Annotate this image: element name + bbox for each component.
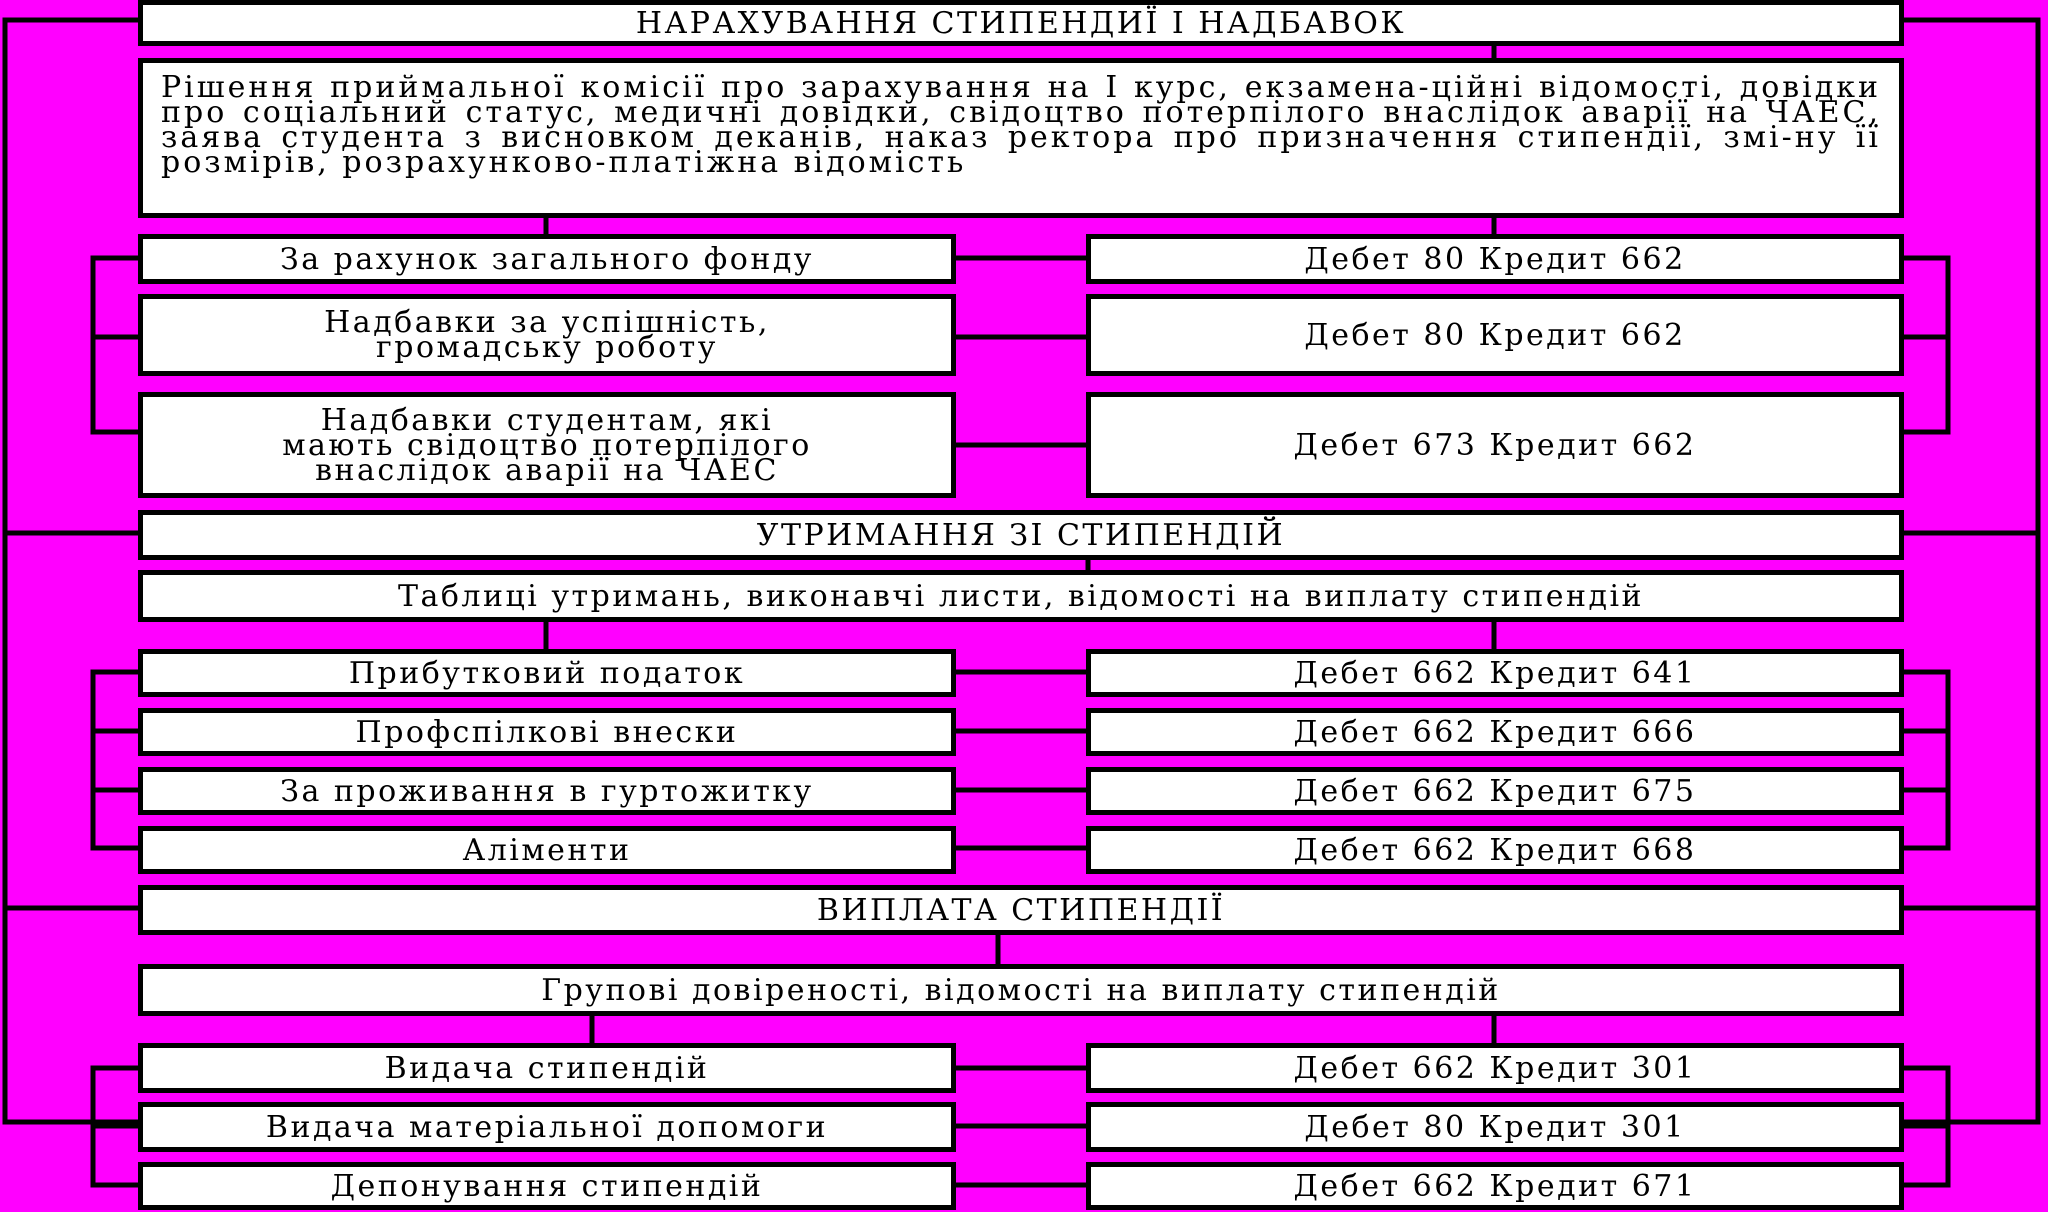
section3-entry-3: Дебет 662 Кредит 671	[1086, 1162, 1904, 1210]
section1-entry-2: Дебет 80 Кредит 662	[1086, 294, 1904, 376]
section1-right-bracket	[1902, 258, 1948, 432]
section3-operation-1: Видача стипендій	[138, 1043, 956, 1093]
section3-documents: Групові довіреності, відомості на виплату стипендій	[138, 964, 1904, 1016]
section2-entry-3: Дебет 662 Кредит 675	[1086, 767, 1904, 815]
section2-entry-2: Дебет 662 Кредит 666	[1086, 708, 1904, 756]
section2-right-bracket	[1902, 672, 1948, 848]
section1-entry-1: Дебет 80 Кредит 662	[1086, 234, 1904, 284]
section2-entry-4: Дебет 662 Кредит 668	[1086, 826, 1904, 874]
section2-entry-1: Дебет 662 Кредит 641	[1086, 649, 1904, 697]
section1-operation-1: За рахунок загального фонду	[138, 234, 956, 284]
section3-operation-3: Депонування стипендій	[138, 1162, 956, 1210]
section2-documents: Таблиці утримань, виконавчі листи, відомості на виплату стипендій	[138, 570, 1904, 622]
section1-operation-3: Надбавки студентам, які мають свідоцтво потерпілого внаслідок аварії на ЧАЕС	[138, 392, 956, 498]
section3-title: ВИПЛАТА СТИПЕНДІЇ	[138, 885, 1904, 935]
section3-operation-2: Видача матеріальної допомоги	[138, 1102, 956, 1152]
section2-operation-3: За проживання в гуртожитку	[138, 767, 956, 815]
section2-title: УТРИМАННЯ ЗІ СТИПЕНДІЙ	[138, 510, 1904, 560]
section2-operation-2: Профспілкові внески	[138, 708, 956, 756]
outer-left-connector	[5, 20, 140, 1122]
section2-left-bracket	[93, 672, 140, 848]
outer-right-connector	[1902, 20, 2038, 1122]
section3-entry-2: Дебет 80 Кредит 301	[1086, 1102, 1904, 1152]
section3-entry-1: Дебет 662 Кредит 301	[1086, 1043, 1904, 1093]
section1-operation-2: Надбавки за успішність, громадську роботу	[138, 294, 956, 376]
section1-title: НАРАХУВАННЯ СТИПЕНДИЇ І НАДБАВОК	[138, 0, 1904, 46]
section1-entry-3: Дебет 673 Кредит 662	[1086, 392, 1904, 498]
section2-operation-4: Аліменти	[138, 826, 956, 874]
section1-left-bracket	[93, 258, 140, 432]
section1-documents: Рішення приймальної комісії про зарахування на I курс, екзамена-ційні відомості, довідки про соціальний статус, медичні довідки, свідоцтво потерпілого внаслідок аварії на ЧАЕС, заява студента з висновком деканів, наказ ректора про призначення стипендії, змі-ну її розмірів, розрахунково-платіжна відомість	[138, 58, 1904, 218]
section2-operation-1: Прибутковий податок	[138, 649, 956, 697]
